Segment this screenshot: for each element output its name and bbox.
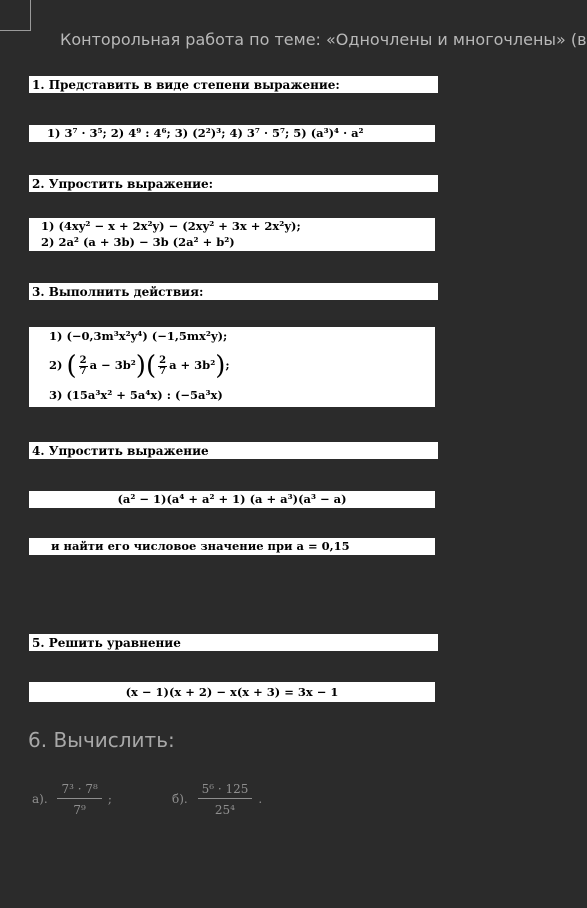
fraction-denominator: 7 [159, 365, 167, 377]
task2-heading: 2. Упростить выражение: [29, 175, 438, 192]
fraction [79, 356, 88, 377]
task3-line3: 3) (15a³x² + 5a⁴x) : (−5a³x) [49, 388, 223, 402]
task3-line1: 1) (−0,3m³x²y⁴) (−1,5mx²y); [49, 329, 228, 343]
left-paren: ( [145, 351, 157, 381]
task4-expression: (a² − 1)(a⁴ + a² + 1) (a + a³)(a³ − a) [29, 491, 435, 508]
part-b-numerator: 5⁶ · 125 [198, 782, 253, 799]
part-a-numerator: 7³ · 7⁸ [57, 782, 101, 799]
task3-block [29, 327, 435, 407]
task3-term-a: a − 3b² [89, 358, 136, 372]
part-a-fraction [57, 782, 101, 817]
right-paren: ) [215, 351, 226, 381]
task3-term-b: a + 3b² [169, 358, 216, 372]
part-a-label: а). [32, 792, 48, 806]
task4-value-line: и найти его числовое значение при a = 0,15 [29, 538, 435, 555]
fraction-numerator: 2 [79, 354, 87, 366]
left-paren: ( [66, 351, 77, 381]
right-paren: ) [135, 351, 146, 381]
task3-heading: 3. Выполнить действия: [29, 283, 438, 300]
part-b-denominator: 25⁴ [214, 803, 235, 817]
fraction [158, 356, 167, 377]
task3-line2-number: 2) [49, 358, 63, 372]
window-corner [0, 0, 31, 31]
task6-heading: 6. Вычислить: [28, 728, 175, 752]
task6-part-a [32, 782, 112, 817]
task1-items: 1) 3⁷ · 3⁵; 2) 4⁹ : 4⁶; 3) (2²)³; 4) 3⁷ · 5⁷; 5) (a³)⁴ · a² [29, 125, 435, 142]
part-b-fraction [198, 782, 253, 817]
task5-equation: (x − 1)(x + 2) − x(x + 3) = 3x − 1 [29, 682, 435, 702]
part-b-end: . [258, 792, 263, 806]
task3-line2-end: ; [225, 358, 230, 372]
task6-part-b [172, 782, 262, 817]
task1-heading: 1. Представить в виде степени выражение: [29, 76, 438, 93]
fraction-denominator: 7 [79, 365, 87, 377]
part-b-label: б). [172, 792, 188, 806]
task2-line1: 1) (4xy² − x + 2x²y) − (2xy² + 3x + 2x²y); [41, 219, 301, 233]
task5-heading: 5. Решить уравнение [29, 634, 438, 651]
task3-line2 [49, 345, 435, 385]
fraction-numerator: 2 [159, 354, 167, 366]
task2-block [29, 218, 435, 251]
part-a-end: ; [107, 792, 112, 806]
task2-line2: 2) 2a² (a + 3b) − 3b (2a² + b²) [41, 235, 235, 249]
part-a-denominator: 7⁹ [73, 803, 86, 817]
task4-heading: 4. Упростить выражение [29, 442, 438, 459]
document-title: Конторольная работа по теме: «Одночлены и многочлены» (в [60, 30, 587, 49]
